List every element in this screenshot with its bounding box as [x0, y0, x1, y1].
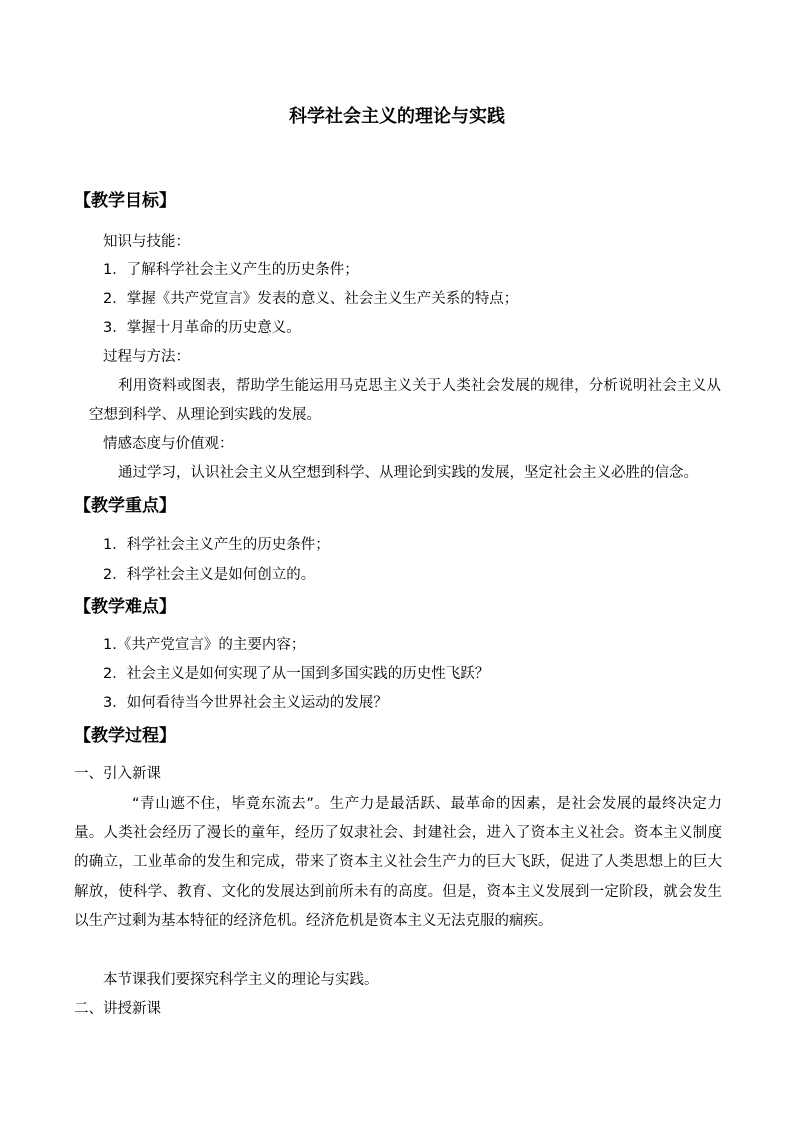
emotion-label: 情感态度与价值观： — [103, 436, 234, 452]
section-one-heading: 一、引入新课 — [74, 766, 161, 782]
objectives-heading: 【教学目标】 — [74, 191, 176, 211]
knowledge-item-3: 3．掌握十月革命的历史意义。 — [103, 320, 301, 336]
key-point-item-2: 2．科学社会主义是如何创立的。 — [103, 567, 316, 583]
knowledge-item-2: 2．掌握《共产党宣言》发表的意义、社会主义生产关系的特点； — [103, 291, 519, 307]
difficulties-heading: 【教学难点】 — [74, 597, 176, 617]
intro-paragraph: “青山遮不住，毕竟东流去”。生产力是最活跃、最革命的因素，是社会发展的最终决定力量。人类社会经历了漫长的童年，经历了奴隶社会、封建社会，进入了资本主义社会。资本主义制度的确立，工业革命的发生和完成，带来了资本主义社会生产力的巨大飞跃，促进了人类思想上的巨大解放，使科学、教育、文化的发展达到前所未有的高度。但是，资本主义发展到一定阶段，就会发生以生产过剩为基本特征的经济危机。经济危机是资本主义无法克服的痼疾。 — [74, 796, 722, 929]
document-title: 科学社会主义的理论与实践 — [289, 106, 505, 127]
process-method-label: 过程与方法： — [103, 349, 190, 365]
process-method-text: 利用资料或图表，帮助学生能运用马克思主义关于人类社会发展的规律，分析说明社会主义从空想到科学、从理论到实践的发展。 — [89, 378, 721, 423]
key-points-heading: 【教学重点】 — [74, 496, 176, 516]
difficulty-item-3: 3．如何看待当今世界社会主义运动的发展？ — [103, 695, 388, 711]
teaching-process-heading: 【教学过程】 — [74, 726, 176, 746]
lesson-statement: 本节课我们要探究科学主义的理论与实践。 — [103, 972, 379, 988]
section-two-heading: 二、讲授新课 — [74, 1001, 161, 1017]
knowledge-label: 知识与技能： — [103, 234, 190, 250]
difficulty-item-1: 1.《共产党宣言》的主要内容； — [103, 637, 306, 653]
key-point-item-1: 1．科学社会主义产生的历史条件； — [103, 537, 330, 553]
difficulty-item-2: 2．社会主义是如何实现了从一国到多国实践的历史性飞跃？ — [103, 666, 490, 682]
emotion-text: 通过学习，认识社会主义从空想到科学、从理论到实践的发展，坚定社会主义必胜的信念。 — [118, 465, 698, 481]
knowledge-item-1: 1．了解科学社会主义产生的历史条件； — [103, 262, 359, 278]
